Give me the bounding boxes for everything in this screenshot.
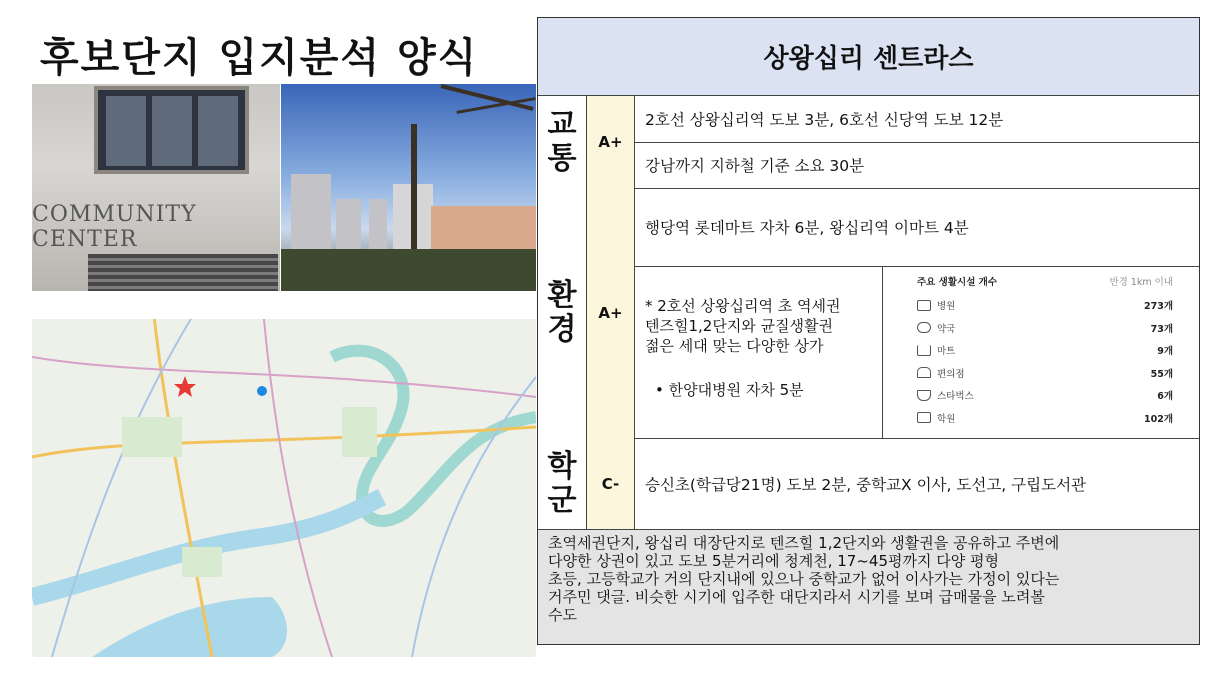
environment-notes — [635, 266, 882, 438]
summary-line: 수도 — [548, 606, 577, 624]
page-title: 후보단지 입지분석 양식 — [40, 35, 479, 81]
location-map[interactable] — [32, 297, 536, 657]
summary-line: 초등, 고등학교가 거의 단지내에 있으나 중학교가 없어 이사가는 가정이 있다는 — [548, 570, 1060, 588]
store-icon — [917, 367, 931, 378]
facility-row: 편의점 55개 — [917, 362, 1173, 385]
environment-note: 젊은 세대 맞는 다양한 상가 — [645, 337, 824, 355]
apartment-complex-photo — [281, 84, 536, 291]
analysis-table — [537, 17, 1200, 645]
facility-row: 스타벅스 6개 — [917, 384, 1173, 407]
transport-line-2: 강남까지 지하철 기준 소요 30분 — [645, 157, 865, 175]
category-school: 학 군 — [538, 438, 587, 529]
cart-icon — [917, 345, 931, 356]
facility-row: 병원 273개 — [917, 294, 1173, 317]
map-toolbar[interactable] — [32, 297, 536, 319]
grade-environment: A+ — [587, 188, 635, 438]
environment-note: 텐즈힐1,2단지와 균질생활권 — [645, 317, 834, 335]
coffee-icon — [917, 390, 931, 401]
school-line: 승신초(학급당21명) 도보 2분, 중학교X 이사, 도선고, 구립도서관 — [645, 475, 1087, 494]
summary-line: 거주민 댓글. 비슷한 시기에 입주한 대단지라서 시기를 보며 급매물을 노려볼 — [548, 588, 1045, 606]
summary-line: 초역세권단지, 왕십리 대장단지로 텐즈힐 1,2단지와 생활권을 공유하고 주변에 — [548, 534, 1060, 552]
facility-count-panel — [882, 266, 1199, 438]
facility-title: 주요 생활시설 개수 — [917, 277, 998, 288]
environment-line-1: 행당역 롯데마트 자차 6분, 왕십리역 이마트 4분 — [645, 219, 969, 237]
wall-vent — [88, 254, 278, 291]
map-pin-icon[interactable] — [257, 386, 267, 396]
category-environment: 환 경 — [538, 188, 587, 438]
summary-line: 다양한 상권이 있고 도보 5분거리에 청계천, 17~45평까지 다양 평형 — [548, 552, 999, 570]
hospital-icon — [917, 300, 931, 311]
target-location-star-icon — [174, 376, 196, 397]
environment-bullet: • 한양대병원 자차 5분 — [655, 381, 804, 399]
complex-name-header: 상왕십리 센트라스 — [538, 18, 1199, 96]
grade-school: C- — [587, 438, 635, 529]
community-center-photo — [32, 84, 280, 291]
transport-line-1: 2호선 상왕십리역 도보 3분, 6호선 신당역 도보 12분 — [645, 111, 1004, 129]
facility-radius: 반경 1km 이내 — [1109, 277, 1173, 288]
summary-note — [538, 529, 1199, 644]
community-center-sign: COMMUNITY CENTER — [32, 202, 197, 252]
facility-row: 약국 73개 — [917, 317, 1173, 340]
grade-transport: A+ — [587, 96, 635, 188]
facility-row: 마트 9개 — [917, 339, 1173, 362]
pharmacy-icon — [917, 322, 931, 333]
category-transport: 교 통 — [538, 96, 587, 188]
book-icon — [917, 412, 931, 423]
building-window — [94, 86, 249, 174]
environment-note: * 2호선 상왕십리역 초 역세권 — [645, 297, 841, 315]
facility-row: 학원 102개 — [917, 407, 1173, 430]
